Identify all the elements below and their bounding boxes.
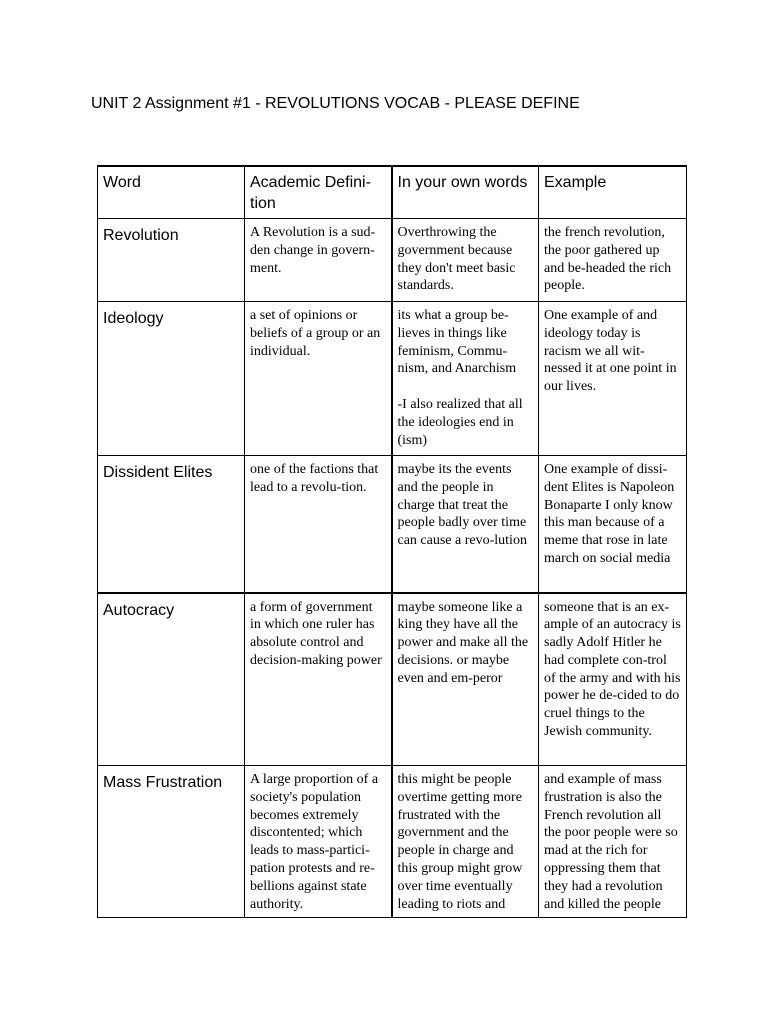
- example-cell: someone that is an ex-ample of an autocracy is sadly Adolf Hitler he had complete con-trol of the army and with his power he de-cided to do cruel things to the Jewish community.: [539, 593, 687, 766]
- example-cell: One example of and ideology today is racism we all wit-nessed it at one point in our lives.: [539, 302, 687, 456]
- table-row: [98, 302, 687, 456]
- word-cell: Ideology: [98, 302, 245, 456]
- own-words-text: maybe its the events and the people in charge that treat the people badly over time can cause a revo-lution: [397, 462, 527, 549]
- own-words-cell: [392, 302, 539, 456]
- table-row: [98, 593, 687, 766]
- table-row: [98, 219, 687, 302]
- word-cell: Mass Frustration: [98, 766, 245, 918]
- own-words-cell: [392, 766, 539, 918]
- academic-definition-cell: a set of opinions or beliefs of a group or an individual.: [245, 302, 392, 456]
- header-academic-definition: Academic Defini-tion: [245, 166, 392, 219]
- academic-definition-cell: one of the factions that lead to a revolu-tion.: [245, 456, 392, 593]
- own-words-cell: [392, 219, 539, 302]
- own-words-text: maybe someone like a king they have all the power and make all the decisions. or maybe even and em-peror: [397, 599, 529, 686]
- example-cell: the french revolution, the poor gathered up and be-headed the rich people.: [539, 219, 687, 302]
- own-words-text: its what a group be-lieves in things like feminism, Commu-nism, and Anarchism: [397, 308, 517, 377]
- page-title: UNIT 2 Assignment #1 - REVOLUTIONS VOCAB - PLEASE DEFINE: [91, 95, 580, 112]
- academic-definition-cell: A large proportion of a society's population becomes extremely discontented; which leads to mass-partici-pation protests and re-bellions against state authority.: [245, 766, 392, 918]
- vocab-table: [97, 165, 687, 918]
- header-own-words: In your own words: [392, 166, 539, 219]
- word-cell: Dissident Elites: [98, 456, 245, 593]
- header-word: Word: [98, 166, 245, 219]
- own-words-text: Overthrowing the government because they don't meet basic standards.: [397, 225, 516, 294]
- academic-definition-cell: A Revolution is a sud-den change in govern-ment.: [245, 219, 392, 302]
- table-header-row: [98, 166, 687, 219]
- table-row: [98, 456, 687, 593]
- own-words-cell: [392, 456, 539, 593]
- own-words-text: this might be people overtime getting more frustrated with the government and the people in charge and this group might grow over time eventually leading to riots and: [397, 772, 523, 912]
- example-cell: One example of dissi-dent Elites is Napoleon Bonaparte I only know this man because of a meme that rose in late march on social media: [539, 456, 687, 593]
- own-words-cell: [392, 593, 539, 766]
- header-example: Example: [539, 166, 687, 219]
- word-cell: Revolution: [98, 219, 245, 302]
- example-cell: and example of mass frustration is also the French revolution all the poor people were so mad at the rich for oppressing them that they had a revolution and killed the people: [539, 766, 687, 918]
- table-row: [98, 766, 687, 918]
- academic-definition-cell: a form of government in which one ruler has absolute control and decision-making power: [245, 593, 392, 766]
- own-words-text: -I also realized that all the ideologies end in (ism): [397, 396, 523, 448]
- word-cell: Autocracy: [98, 593, 245, 766]
